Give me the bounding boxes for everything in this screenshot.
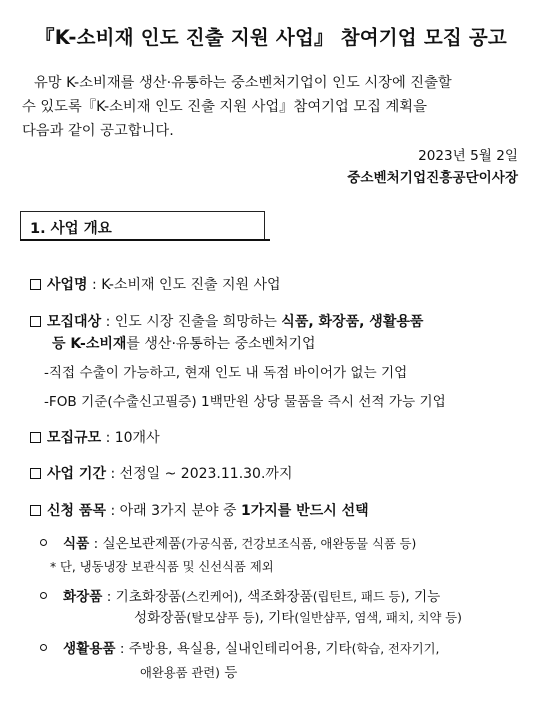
food-item	[40, 532, 416, 552]
recruit-scale-item	[30, 427, 160, 447]
page-title: 『K-소비재 인도 진출 지원 사업』 참여기업 모집 공고	[35, 26, 507, 49]
cosmetics-line1-main2: , 색조화장품	[238, 589, 313, 605]
intro-line-1: 유망 K-소비재를 생산·유통하는 중소벤처기업이 인도 시장에 진출할	[34, 75, 452, 91]
period-item	[30, 463, 292, 483]
application-items-bold: 1가지를 반드시 선택	[240, 503, 369, 519]
household-line1-main: : 주방용, 욕실용, 실내인테리어용, 기타	[119, 641, 352, 657]
recruit-target-item	[30, 311, 423, 331]
issuing-organization: 중소벤처기업진흥공단이사장	[347, 170, 518, 186]
cosmetics-line1-paren2: (립틴트, 패드 등)	[312, 590, 406, 604]
cosmetics-line2-paren1: (탈모샴푸 등)	[186, 611, 260, 625]
checkbox-square-icon	[30, 468, 41, 479]
food-note: * 단, 냉동냉장 보관식품 및 신선식품 제외	[50, 560, 274, 574]
household-label: 생활용품	[63, 641, 116, 657]
recruit-target-line-2	[52, 333, 316, 353]
recruit-condition-2: -FOB 기준(수출신고필증) 1백만원 상당 물품을 즉시 선적 가능 기업	[44, 394, 446, 410]
cosmetics-item	[40, 585, 440, 605]
notice-date: 2023년 5월 2일	[418, 148, 518, 164]
food-label: 식품	[63, 536, 90, 552]
household-line2-tail: 등	[219, 665, 238, 681]
household-line1-paren: (학습, 전자기기,	[351, 642, 440, 656]
checkbox-square-icon	[30, 505, 41, 516]
recruit-target-prefix: : 인도 시장 진출을 희망하는	[105, 314, 282, 330]
household-line-2	[140, 661, 237, 681]
intro-line-2: 수 있도록『K-소비재 인도 진출 지원 사업』참여기업 모집 계획을	[22, 99, 427, 115]
cosmetics-line2-main2: , 기타	[259, 610, 295, 626]
household-line2-paren: 애완용품 관련)	[140, 666, 220, 680]
recruit-scale-label: 모집규모	[47, 430, 102, 446]
household-item	[40, 637, 439, 657]
business-name-value: : K-소비재 인도 진출 지원 사업	[92, 277, 281, 293]
cosmetics-label: 화장품	[63, 589, 103, 605]
recruit-target-label: 모집대상	[47, 314, 102, 330]
bullet-circle-icon	[40, 592, 47, 599]
application-items-prefix: : 아래 3가지 분야 중	[110, 503, 241, 519]
checkbox-square-icon	[30, 432, 41, 443]
food-value-paren: (가공식품, 건강보조식품, 애완동물 식품 등)	[181, 537, 417, 551]
recruit-condition-1: -직접 수출이 가능하고, 현재 인도 내 독점 바이어가 없는 기업	[44, 365, 408, 381]
intro-line-3: 다음과 같이 공고합니다.	[22, 123, 174, 139]
checkbox-square-icon	[30, 279, 41, 290]
recruit-target-line2-bold: 등 K-소비재	[52, 336, 127, 352]
checkbox-square-icon	[30, 316, 41, 327]
business-name-item	[30, 274, 281, 294]
food-value-main: : 실온보관제품	[93, 536, 182, 552]
cosmetics-line1-paren1: (스킨케어)	[181, 590, 239, 604]
cosmetics-line-2	[134, 606, 462, 626]
bullet-circle-icon	[40, 644, 47, 651]
application-items	[30, 500, 369, 520]
recruit-target-bold: 식품, 화장품, 생활용품	[281, 314, 424, 330]
recruit-scale-value: : 10개사	[105, 430, 160, 446]
business-name-label: 사업명	[47, 277, 88, 293]
application-items-label: 신청 품목	[47, 503, 106, 519]
bullet-circle-icon	[40, 539, 47, 546]
cosmetics-line2-paren2: (일반샴푸, 염색, 패치, 치약 등)	[294, 611, 462, 625]
section-title: 1. 사업 개요	[30, 221, 112, 237]
section-title-underline	[20, 239, 270, 241]
cosmetics-line1-main: : 기초화장품	[106, 589, 182, 605]
cosmetics-line2-main: 성화장품	[134, 610, 187, 626]
cosmetics-line1-tail: , 기능	[405, 589, 441, 605]
recruit-target-line2-rest: 를 생산·유통하는 중소벤처기업	[126, 336, 316, 352]
period-value: : 선정일 ~ 2023.11.30.까지	[110, 466, 293, 482]
period-label: 사업 기간	[47, 466, 106, 482]
